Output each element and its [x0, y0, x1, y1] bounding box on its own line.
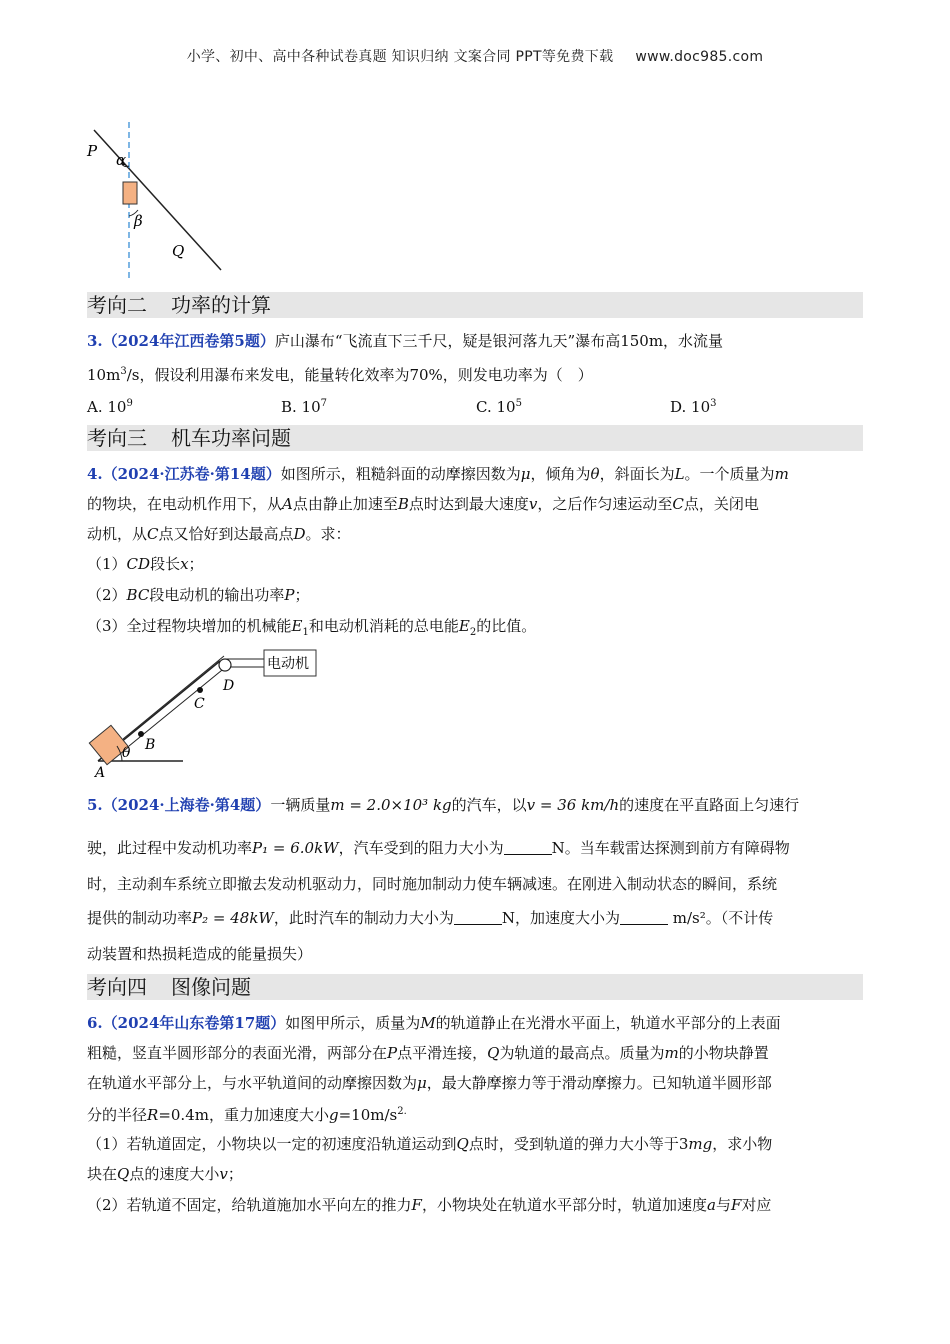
q3-tag: （2024年江西卷第5题） — [102, 332, 275, 350]
q3-option-c: C. $10^5$ — [476, 398, 522, 416]
incline-figure-1 — [84, 118, 234, 282]
motor-label: 电动机 — [267, 656, 309, 672]
section-4-index: 考向四 — [87, 975, 147, 999]
q6-sub-1a: （1）若轨道固定，小物块以一定的初速度沿轨道运动到Q点时，受到轨道的弹力大小等于3mg，求小物 — [87, 1135, 773, 1153]
q5-p1: P₁ = 6.0kW — [252, 839, 339, 857]
label-theta: θ — [122, 745, 131, 761]
q6-line-4: 分的半径R=0.4m，重力加速度大小$g=10m/s^{2.}$ — [87, 1106, 407, 1124]
q4-line-2: 的物块，在电动机作用下，从A点由静止加速至B点时达到最大速度v，之后作匀速运动至C点，关闭电 — [87, 495, 759, 513]
q4-sub-3: （3）全过程物块增加的机械能$E_1$和电动机消耗的总电能$E_2$的比值。 — [87, 617, 537, 638]
page-header — [0, 46, 950, 66]
q3-number: 3. — [87, 332, 103, 350]
q3-option-d: D. $10^3$ — [670, 398, 717, 416]
q4-line-1: 4.（2024·江苏卷·第14题）如图所示，粗糙斜面的动摩擦因数为μ，倾角为θ，斜面长为L。一个质量为m — [87, 465, 789, 483]
pulley — [219, 659, 231, 671]
q5-number: 5. — [87, 796, 103, 814]
point-c — [197, 687, 203, 693]
q3-sup: 3 — [120, 366, 127, 377]
q6-sub-2: （2）若轨道不固定，给轨道施加水平向左的推力F，小物块处在轨道水平部分时，轨道加速度a与F对应 — [87, 1196, 772, 1214]
q3-option-a: A. $10^9$ — [87, 398, 133, 416]
q4-tag: （2024·江苏卷·第14题） — [102, 465, 281, 483]
q3-text-2b: /s，假设利用瀑布来发电，能量转化效率为70%，则发电功率为（ ） — [126, 366, 593, 384]
q6-line-3: 在轨道水平部分上，与水平轨道间的动摩擦因数为μ，最大静摩擦力等于滑动摩擦力。已知轨道半圆形部 — [87, 1074, 772, 1092]
q5-p2: P₂ = 48kW — [192, 909, 274, 927]
answer-blank-1[interactable] — [504, 840, 552, 855]
slope-line — [94, 130, 221, 270]
section-heading-2 — [87, 292, 863, 318]
q3-line-2 — [87, 362, 867, 385]
q4-sub-1: （1）CD段长x； — [87, 555, 204, 573]
block — [123, 182, 137, 204]
header-text: 小学、初中、高中各种试卷真题 知识归纳 文案合同 PPT等免费下载 — [186, 49, 614, 65]
q5-tag: （2024·上海卷·第4题） — [102, 796, 271, 814]
label-alpha: α — [116, 151, 127, 169]
q5-line-4: 提供的制动功率P₂ = 48kW，此时汽车的制动力大小为 N，加速度大小为 m/s²。（不计传 — [87, 909, 774, 927]
q3-text-1: 庐山瀑布“飞流直下三千尺，疑是银河落九天”瀑布高150m，水流量 — [274, 332, 724, 350]
section-2-index: 考向二 — [87, 293, 147, 317]
q6-line-1: 6.（2024年山东卷第17题）如图甲所示，质量为M的轨道静止在光滑水平面上，轨道水平部分的上表面 — [87, 1014, 781, 1032]
section-3-title: 机车功率问题 — [171, 426, 291, 450]
section-heading-4 — [87, 974, 863, 1000]
section-heading-3 — [87, 425, 863, 451]
header-url[interactable]: www.doc985.com — [635, 49, 764, 65]
label-p: P — [87, 142, 98, 160]
q5-line-2: 驶，此过程中发动机功率P₁ = 6.0kW，汽车受到的阻力大小为 N。当车载雷达探测到前方有障碍物 — [87, 839, 790, 857]
label-d: D — [223, 678, 235, 694]
q3-option-b: B. $10^7$ — [281, 398, 328, 416]
point-b — [138, 731, 144, 737]
label-q: Q — [172, 242, 185, 260]
q4-line-3: 动机，从C点又恰好到达最高点D。求： — [87, 525, 351, 543]
incline-motor-figure — [84, 644, 324, 784]
q4-number: 4. — [87, 465, 103, 483]
answer-blank-3[interactable] — [620, 910, 668, 925]
q5-line-1: 5.（2024·上海卷·第4题）一辆质量m = 2.0×10³ kg的汽车，以v = 36 km/h的速度在平直路面上匀速行 — [87, 796, 800, 814]
section-4-title: 图像问题 — [171, 975, 251, 999]
q5-mass: m = 2.0×10³ kg — [330, 796, 452, 814]
q5-speed: v = 36 km/h — [526, 796, 620, 814]
label-b: B — [145, 737, 156, 753]
answer-blank-2[interactable] — [454, 910, 502, 925]
q5-line-3: 时，主动刹车系统立即撤去发动机驱动力，同时施加制动力使车辆减速。在刚进入制动状态的瞬间，系统 — [87, 875, 778, 893]
q3-text-2a: 10m — [87, 366, 121, 384]
section-2-title: 功率的计算 — [171, 293, 271, 317]
q3-line-1 — [87, 331, 867, 351]
rope-lower — [123, 656, 224, 739]
q6-sub-1b: 块在Q点的速度大小v； — [87, 1165, 243, 1183]
section-3-index: 考向三 — [87, 426, 147, 450]
label-beta: β — [134, 212, 143, 230]
q5-line-5: 动装置和热损耗造成的能量损失） — [87, 945, 313, 963]
q4-sub-2: （2）BC段电动机的输出功率P； — [87, 586, 310, 604]
label-c: C — [194, 696, 205, 712]
q6-number: 6. — [87, 1014, 103, 1032]
label-a: A — [95, 765, 106, 781]
q6-line-2: 粗糙，竖直半圆形部分的表面光滑，两部分在P点平滑连接，Q为轨道的最高点。质量为m的小物块静置 — [87, 1044, 769, 1062]
q6-tag: （2024年山东卷第17题） — [102, 1014, 286, 1032]
